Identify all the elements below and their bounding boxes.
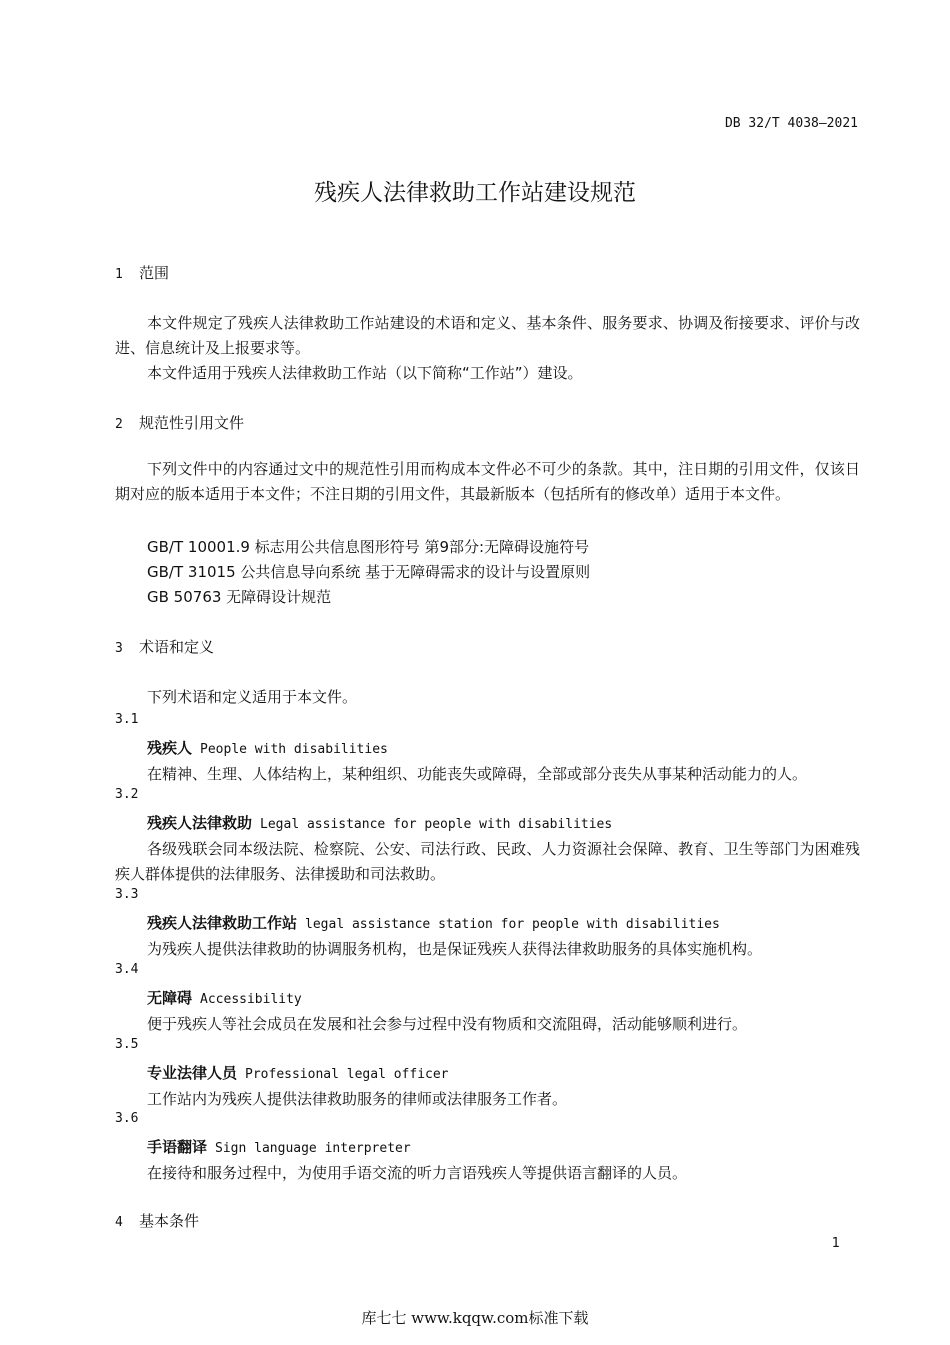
term-en: Professional legal officer — [245, 1067, 449, 1082]
term-en: legal assistance station for people with disabilities — [305, 917, 720, 932]
term-heading — [147, 987, 302, 1008]
term-zh: 残疾人 — [147, 739, 193, 757]
term-en: Accessibility — [200, 992, 302, 1007]
term-en: Sign language interpreter — [215, 1141, 411, 1156]
term-heading — [147, 1136, 411, 1157]
footer-watermark: 库七七 www.kqqw.com标准下载 — [361, 1309, 589, 1327]
section-heading — [115, 262, 169, 283]
term-en: Legal assistance for people with disabilities — [260, 817, 613, 832]
section-title: 范围 — [139, 264, 170, 282]
term-heading — [147, 912, 720, 933]
term-zh: 无障碍 — [147, 989, 193, 1007]
section-number: 1 — [115, 267, 123, 282]
section-number: 4 — [115, 1215, 123, 1230]
paragraph: 下列术语和定义适用于本文件。 — [147, 688, 358, 706]
term-heading — [147, 1062, 449, 1083]
term-zh: 专业法律人员 — [147, 1064, 238, 1082]
section-title: 规范性引用文件 — [139, 414, 245, 432]
term-zh: 手语翻译 — [147, 1138, 208, 1156]
section-heading — [115, 636, 214, 657]
paragraph: 本文件规定了残疾人法律救助工作站建设的术语和定义、基本条件、服务要求、协调及衔接要求、评价与改进、信息统计及上报要求等。 — [115, 314, 860, 357]
paragraph: 下列文件中的内容通过文中的规范性引用而构成本文件必不可少的条款。其中，注日期的引用文件，仅该日期对应的版本适用于本文件；不注日期的引用文件，其最新版本（包括所有的修改单）适用于本文件。 — [115, 460, 860, 503]
term-definition: 在接待和服务过程中，为使用手语交流的听力言语残疾人等提供语言翻译的人员。 — [147, 1164, 688, 1182]
term-heading — [147, 812, 612, 833]
section-title: 术语和定义 — [139, 638, 215, 656]
doc-title: 残疾人法律救助工作站建设规范 — [314, 180, 636, 206]
term-number: 3.6 — [115, 1111, 139, 1126]
term-number: 3.5 — [115, 1037, 139, 1052]
paragraph: 本文件适用于残疾人法律救助工作站（以下简称“工作站”）建设。 — [147, 364, 583, 382]
section-heading — [115, 412, 244, 433]
term-number: 3.2 — [115, 787, 139, 802]
term-definition: 为残疾人提供法律救助的协调服务机构，也是保证残疾人获得法律救助服务的具体实施机构。 — [147, 940, 763, 958]
reference-item: GB/T 10001.9 标志用公共信息图形符号 第9部分:无障碍设施符号 — [147, 538, 590, 556]
reference-item: GB 50763 无障碍设计规范 — [147, 588, 332, 606]
term-number: 3.1 — [115, 712, 139, 727]
term-number: 3.4 — [115, 962, 139, 977]
doc-code: DB 32/T 4038—2021 — [724, 116, 858, 131]
term-number: 3.3 — [115, 887, 139, 902]
page-number: 1 — [831, 1236, 840, 1251]
term-definition: 在精神、生理、人体结构上，某种组织、功能丧失或障碍，全部或部分丧失从事某种活动能力的人。 — [147, 765, 808, 783]
term-definition: 便于残疾人等社会成员在发展和社会参与过程中没有物质和交流阻碍，活动能够顺利进行。 — [147, 1015, 748, 1033]
section-title: 基本条件 — [139, 1212, 200, 1230]
term-en: People with disabilities — [200, 742, 388, 757]
section-number: 2 — [115, 417, 123, 432]
term-definition: 各级残联会同本级法院、检察院、公安、司法行政、民政、人力资源社会保障、教育、卫生等部门为困难残疾人群体提供的法律服务、法律援助和司法救助。 — [115, 840, 860, 883]
reference-item: GB/T 31015 公共信息导向系统 基于无障碍需求的设计与设置原则 — [147, 563, 591, 581]
section-heading — [115, 1210, 199, 1231]
term-zh: 残疾人法律救助工作站 — [147, 914, 298, 932]
term-heading — [147, 737, 388, 758]
term-definition: 工作站内为残疾人提供法律救助服务的律师或法律服务工作者。 — [147, 1090, 568, 1108]
section-number: 3 — [115, 641, 123, 656]
term-zh: 残疾人法律救助 — [147, 814, 253, 832]
